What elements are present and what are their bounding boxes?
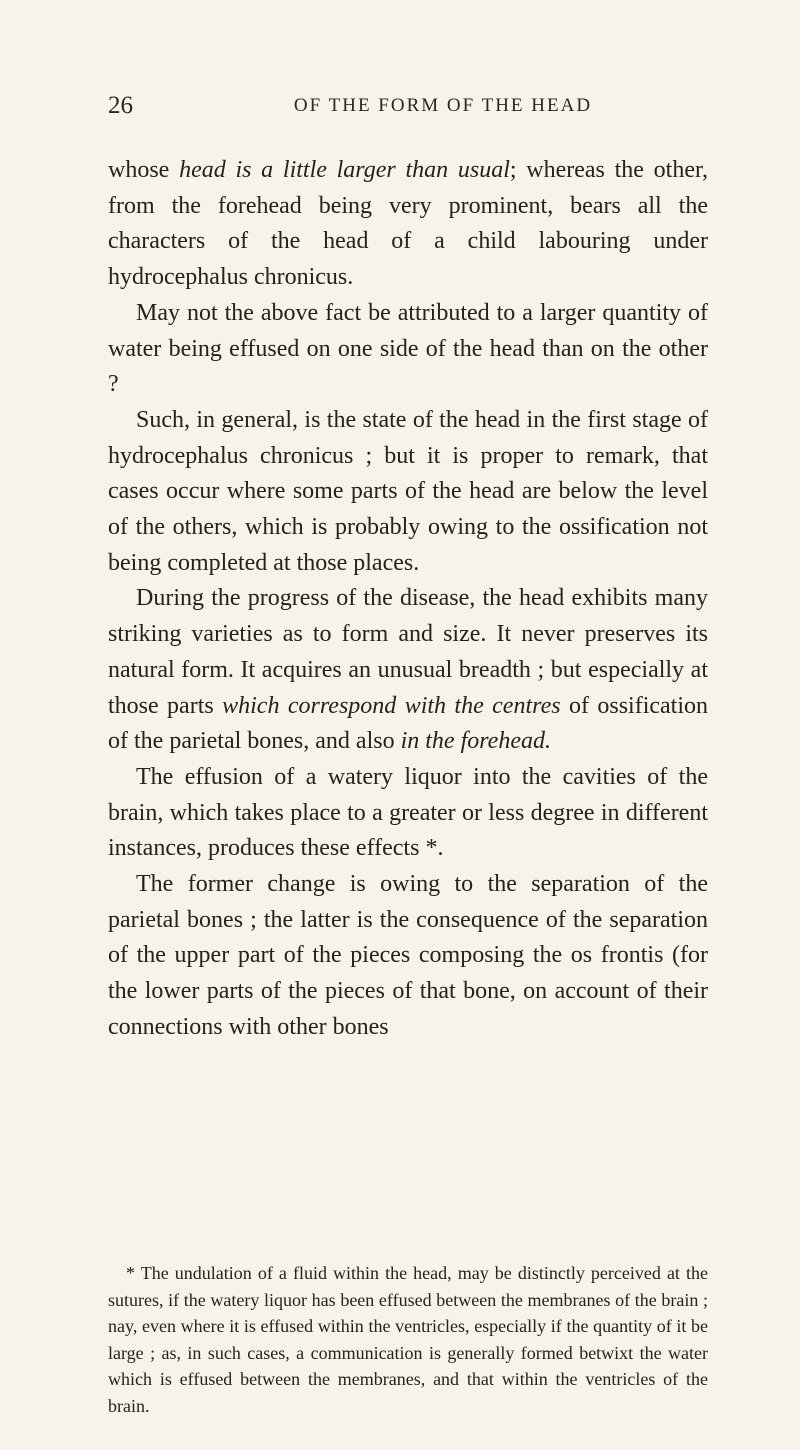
paragraph-1 [108,153,708,296]
footnote [108,1260,708,1419]
paragraph-3: Such, in general, is the state of the head in the first stage of hydrocephalus chronicus ; but it is proper to remark, that cases occur where some parts of the head are below the level of the others, which is probably owing to the ossification not being completed at those places. [108,406,708,576]
paragraph-1-italic: head is a little larger than usual [179,157,510,183]
running-head: OF THE FORM OF THE HEAD [293,95,593,116]
page-header [108,92,708,132]
body-text [108,153,708,1046]
paragraph-1-end: ; whereas the other, from the forehead being very prominent, bears all the characters of the head of a child labouring under hydrocephalus chronicus. [108,157,708,291]
paragraph-5: The effusion of a watery liquor into the cavities of the brain, which takes place to a greater or less degree in different instances, produces these effects *. [108,763,708,862]
paragraph-1-start: whose [108,157,180,183]
paragraph-4-middle: of ossification of the parietal bones, and also [108,692,709,755]
paragraph-4-italic-1: which correspond with the centres [222,692,561,719]
footnote-text: * The undulation of a fluid within the head, may be distinctly perceived at the sutures, if the watery liquor has been effused between the membranes of the brain ; nay, even where it is effused within the ventricles, especially if the quantity of it be large ; as, in such cases, a communication is generally formed betwixt the water which is effused between the membranes, and that within the ventricles of the brain. [108,1263,708,1416]
paragraph-4-italic-2: in the forehead. [400,728,551,755]
paragraph-4 [108,581,708,760]
page-number: 26 [108,92,133,119]
paragraph-4-start: During the progress of the disease, the head exhibits many striking varieties as to form and size. It never preserves its natural form. It acquires an unusual breadth ; but especially at those parts [108,585,708,719]
paragraph-6: The former change is owing to the separation of the parietal bones ; the latter is the consequence of the separation of the upper part of the pieces composing the os frontis (for the lower parts of the pieces of that bone, on account of their connections with other bones [108,871,708,1040]
paragraph-2: May not the above fact be attributed to a larger quantity of water being effused on one side of the head than on the other ? [108,299,708,398]
